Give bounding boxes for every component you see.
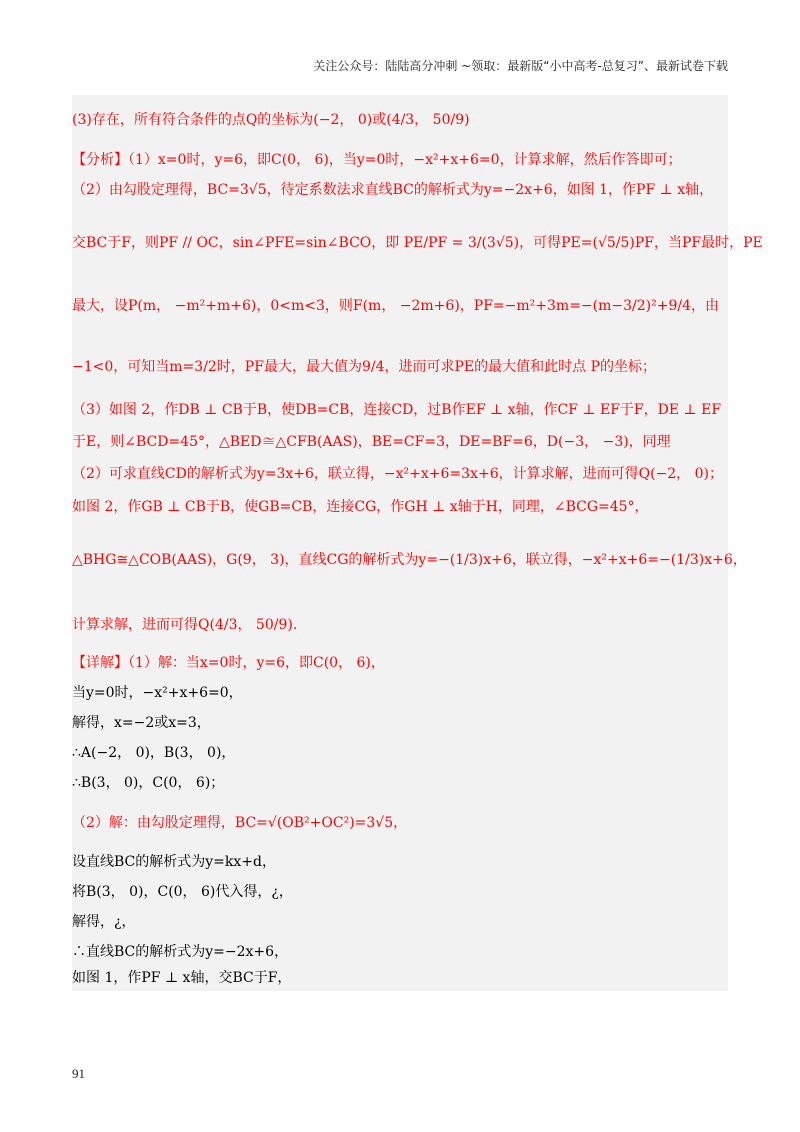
detail-line-8: 将B(3， 0)，C(0， 6)代入得，¿， xyxy=(72,884,293,900)
solution-content xyxy=(72,95,763,991)
analysis-line-4: 最大，设P(m， −m²+m+6)，0<m<3，则F(m， −2m+6)，PF=−m²+3m=−(m−3/2)²+9/4，由 xyxy=(72,298,719,314)
answer-line-3: (3)存在，所有符合条件的点Q的坐标为(−2， 0)或(4/3， 50/9) xyxy=(72,112,470,128)
analysis-line-3: 交BC于F，则PF // OC，sin∠PFE=sin∠BCO，即 PE/PF = 3/(3√5)，可得PE=(√5/5)PF，当PF最时，PE xyxy=(72,235,763,251)
detail-line-4: ∴A(−2， 0)，B(3， 0)， xyxy=(72,745,236,761)
detail-line-5: ∴B(3， 0)，C(0， 6)； xyxy=(72,775,225,791)
detail-line-10: ∴直线BC的解析式为y=−2x+6， xyxy=(72,944,289,960)
analysis-line-11: 计算求解，进而可得Q(4/3， 50/9). xyxy=(72,617,298,633)
analysis-line-8: （2）可求直线CD的解析式为y=3x+6，联立得，−x²+x+6=3x+6，计算求解，进而可得Q(−2， 0)； xyxy=(72,466,723,482)
detail-line-3: 解得，x=−2或x=3， xyxy=(72,715,211,731)
page-header: 关注公众号：陆陆高分冲刺 ~领取：最新版“小中高考-总复习”、最新试卷下载 xyxy=(313,59,728,73)
detail-line-1: 【详解】（1）解：当x=0时，y=6，即C(0， 6)， xyxy=(72,655,385,671)
detail-line-6: （2）解：由勾股定理得，BC=√(OB²+OC²)=3√5， xyxy=(72,815,408,831)
page-number: 91 xyxy=(72,1066,85,1081)
analysis-line-1: 【分析】（1）x=0时，y=6，即C(0， 6)，当y=0时，−x²+x+6=0，计算求解，然后作答即可； xyxy=(72,152,682,168)
detail-line-9: 解得，¿， xyxy=(72,914,136,930)
analysis-line-2: （2）由勾股定理得，BC=3√5，待定系数法求直线BC的解析式为y=−2x+6，如图 1，作PF ⊥ x轴， xyxy=(72,182,714,198)
analysis-line-5: −1<0，可知当m=3/2时，PF最大，最大值为9/4，进而可求PE的最大值和此时点 P的坐标； xyxy=(72,359,656,375)
analysis-line-10: △BHG≅△COB(AAS)，G(9， 3)，直线CG的解析式为y=−(1/3)x+6，联立得，−x²+x+6=−(1/3)x+6， xyxy=(72,552,747,568)
analysis-line-9: 如图 2，作GB ⊥ CB于B，使GB=CB，连接CG，作GH ⊥ x轴于H，同理，∠BCG=45°， xyxy=(72,499,649,515)
detail-line-11: 如图 1，作PF ⊥ x轴，交BC于F， xyxy=(72,970,292,986)
detail-line-7: 设直线BC的解析式为y=kx+d， xyxy=(72,854,276,870)
analysis-line-6: （3）如图 2，作DB ⊥ CB于B，使DB=CB，连接CD，过B作EF ⊥ x轴，作CF ⊥ EF于F，DE ⊥ EF xyxy=(72,402,722,418)
analysis-line-7: 于E，则∠BCD=45°，△BED≅△CFB(AAS)，BE=CF=3，DE=BF=6，D(−3， −3)，同理 xyxy=(72,434,671,450)
detail-line-2: 当y=0时，−x²+x+6=0， xyxy=(72,685,243,701)
